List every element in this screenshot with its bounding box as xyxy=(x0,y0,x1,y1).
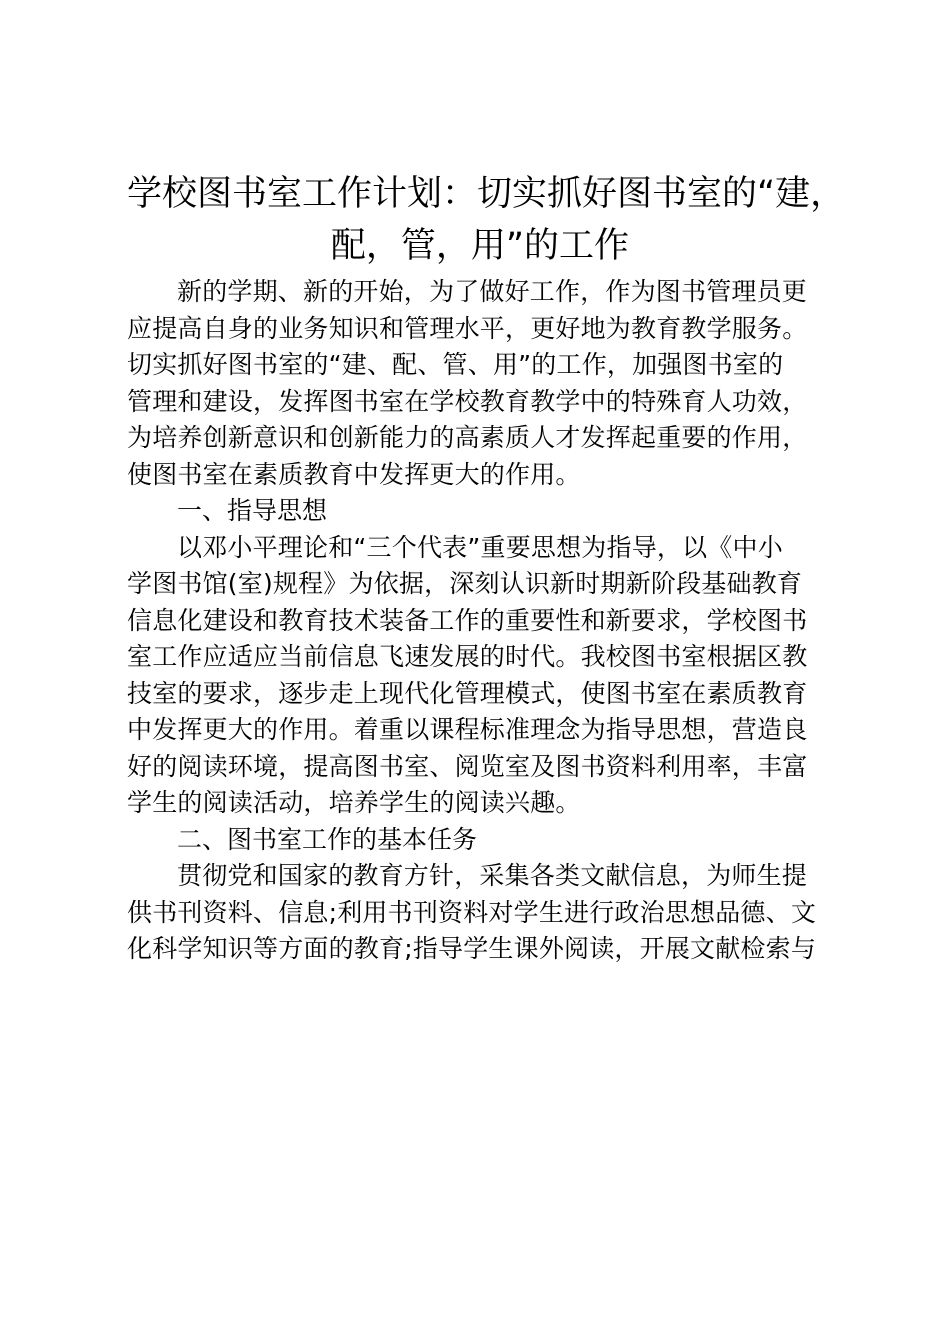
basic-tasks-paragraph xyxy=(127,858,833,968)
text-line: 室工作应适应当前信息飞速发展的时代。我校图书室根据区教 xyxy=(127,642,808,671)
title-line: 配，管，用”的工作 xyxy=(330,226,630,266)
text-line: 管理和建设，发挥图书室在学校教育教学中的特殊育人功效， xyxy=(127,386,808,416)
guiding-ideology-paragraph xyxy=(127,530,833,822)
text-line: 好的阅读环境，提高图书室、阅览室及图书资料利用率，丰富 xyxy=(127,751,808,781)
text-line: 以邓小平理论和“三个代表”重要思想为指导，以《中小 xyxy=(177,532,783,562)
text-line: 中发挥更大的作用。着重以课程标准理念为指导思想，营造良 xyxy=(127,715,808,744)
text-line: 学生的阅读活动，培养学生的阅读兴趣。 xyxy=(127,788,581,817)
text-line: 为培养创新意识和创新能力的高素质人才发挥起重要的作用， xyxy=(127,423,808,452)
document-title xyxy=(127,168,846,272)
title-line: 学校图书室工作计划：切实抓好图书室的“建， xyxy=(127,174,846,214)
text-line: 切实抓好图书室的“建、配、管、用”的工作，加强图书室的 xyxy=(127,350,784,379)
section-heading-guiding-ideology: 一、指导思想 xyxy=(177,496,328,525)
intro-paragraph xyxy=(127,274,833,493)
text-line: 技室的要求，逐步走上现代化管理模式，使图书室在素质教育 xyxy=(127,678,808,708)
document-page xyxy=(127,168,846,968)
text-line: 化科学知识等方面的教育;指导学生课外阅读，开展文献检索与 xyxy=(127,934,817,963)
text-line: 新的学期、新的开始，为了做好工作，作为图书管理员更 xyxy=(177,277,808,306)
text-line: 供书刊资料、信息;利用书刊资料对学生进行政治思想品德、文 xyxy=(127,897,817,927)
text-line: 学图书馆(室)规程》为依据，深刻认识新时期新阶段基础教育 xyxy=(127,569,803,598)
text-line: 信息化建设和教育技术装备工作的重要性和新要求，学校图书 xyxy=(127,605,808,635)
text-line: 应提高自身的业务知识和管理水平，更好地为教育教学服务。 xyxy=(127,313,808,343)
document-body xyxy=(127,274,833,968)
section-heading-basic-tasks: 二、图书室工作的基本任务 xyxy=(177,824,478,854)
text-line: 贯彻党和国家的教育方针，采集各类文献信息，为师生提 xyxy=(177,861,808,890)
text-line: 使图书室在素质教育中发挥更大的作用。 xyxy=(127,459,581,489)
